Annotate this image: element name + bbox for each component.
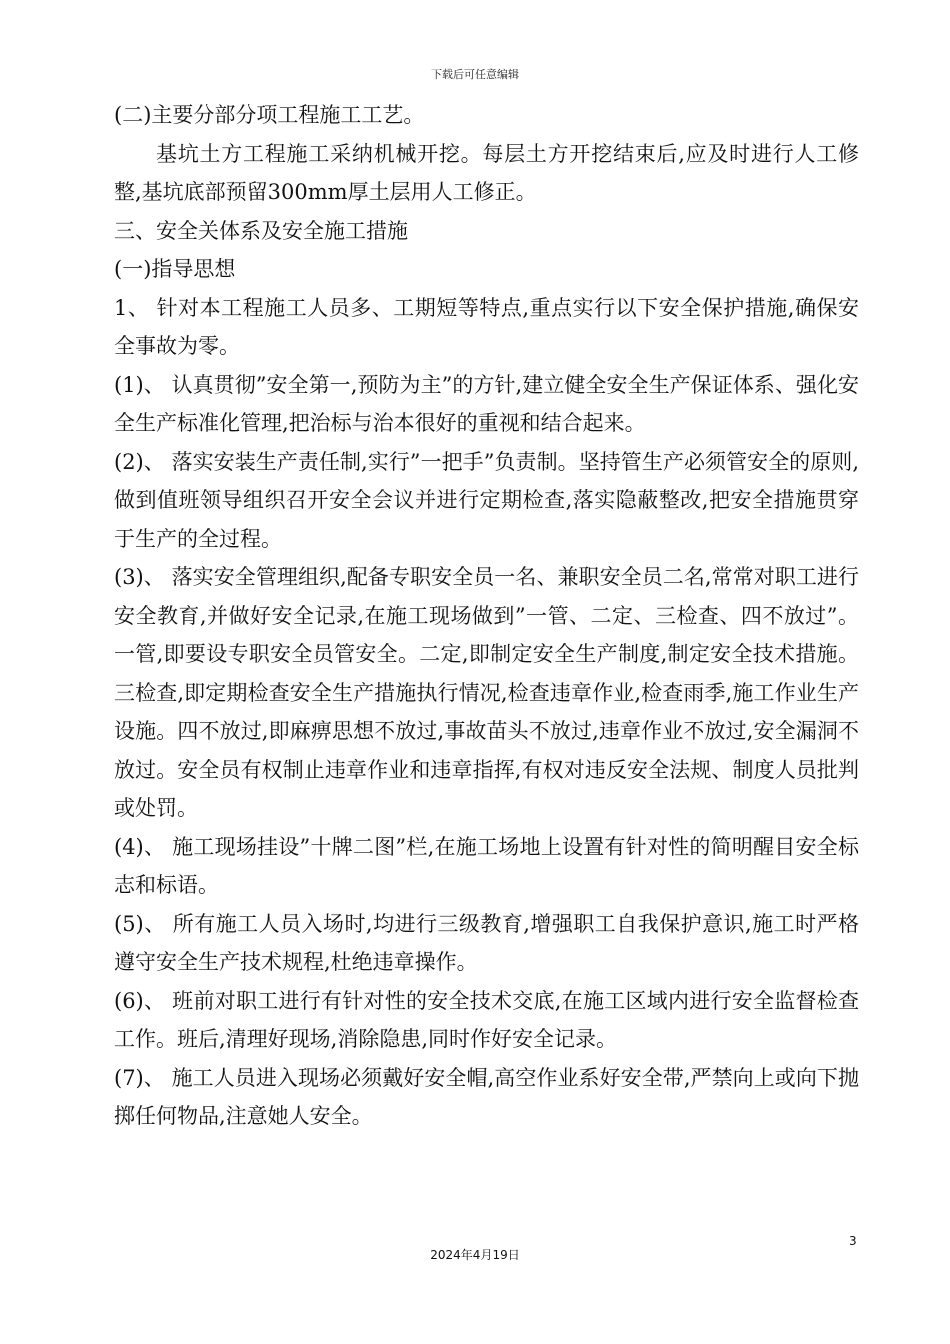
list-item: (7)、 施工人员进入现场必须戴好安全帽,高空作业系好安全带,严禁向上或向下抛掷任何物品,注意她人安全。	[114, 1065, 859, 1128]
list-item: (3)、 落实安全管理组织,配备专职安全员一名、兼职安全员二名,常常对职工进行安全教育,并做好安全记录,在施工现场做到”一管、二定、三检查、四不放过”。一管,即要设专职安全员管安全。二定,即制定安全生产制度,制定安全技术措施。三检查,即定期检查安全生产措施执行情况,检查违章作业,检查雨季,施工作业生产设施。四不放过,即麻痹思想不放过,事故苗头不放过,违章作业不放过,安全漏洞不放过。安全员有权制止违章作业和违章指挥,有权对违反安全法规、制度人员批判或处罚。	[114, 565, 859, 820]
list-item: (2)、 落实安装生产责任制,实行”一把手”负责制。坚持管生产必须管安全的原则,做到值班领导组织召开安全会议并进行定期检查,落实隐蔽整改,把安全措施贯穿于生产的全过程。	[114, 449, 859, 551]
list-item: (4)、 施工现场挂设”十牌二图”栏,在施工场地上设置有针对性的简明醒目安全标志和标语。	[114, 834, 859, 897]
list-item: 1、 针对本工程施工人员多、工期短等特点,重点实行以下安全保护措施,确保安全事故为零。	[114, 295, 859, 358]
footer-date: 2024年4月19日	[430, 1248, 520, 1262]
section-heading: (一)指导思想	[114, 257, 236, 281]
page-header: 下载后可任意编辑	[431, 68, 519, 81]
section-heading: (二)主要分部分项工程施工工艺。	[114, 103, 425, 127]
list-item: (1)、 认真贯彻”安全第一,预防为主”的方针,建立健全安全生产保证体系、强化安全生产标准化管理,把治标与治本很好的重视和结合起来。	[114, 372, 859, 435]
list-item: (6)、 班前对职工进行有针对性的安全技术交底,在施工区域内进行安全监督检查工作。班后,清理好现场,消除隐患,同时作好安全记录。	[114, 988, 859, 1051]
body-paragraph: 基坑土方工程施工采纳机械开挖。每层土方开挖结束后,应及时进行人工修整,基坑底部预留300mm厚土层用人工修正。	[114, 141, 859, 204]
section-heading: 三、安全关体系及安全施工措施	[114, 218, 408, 243]
document-body	[114, 96, 859, 1136]
list-item: (5)、 所有施工人员入场时,均进行三级教育,增强职工自我保护意识,施工时严格遵守安全生产技术规程,杜绝违章操作。	[114, 911, 859, 974]
page-number: 3	[849, 1234, 857, 1248]
